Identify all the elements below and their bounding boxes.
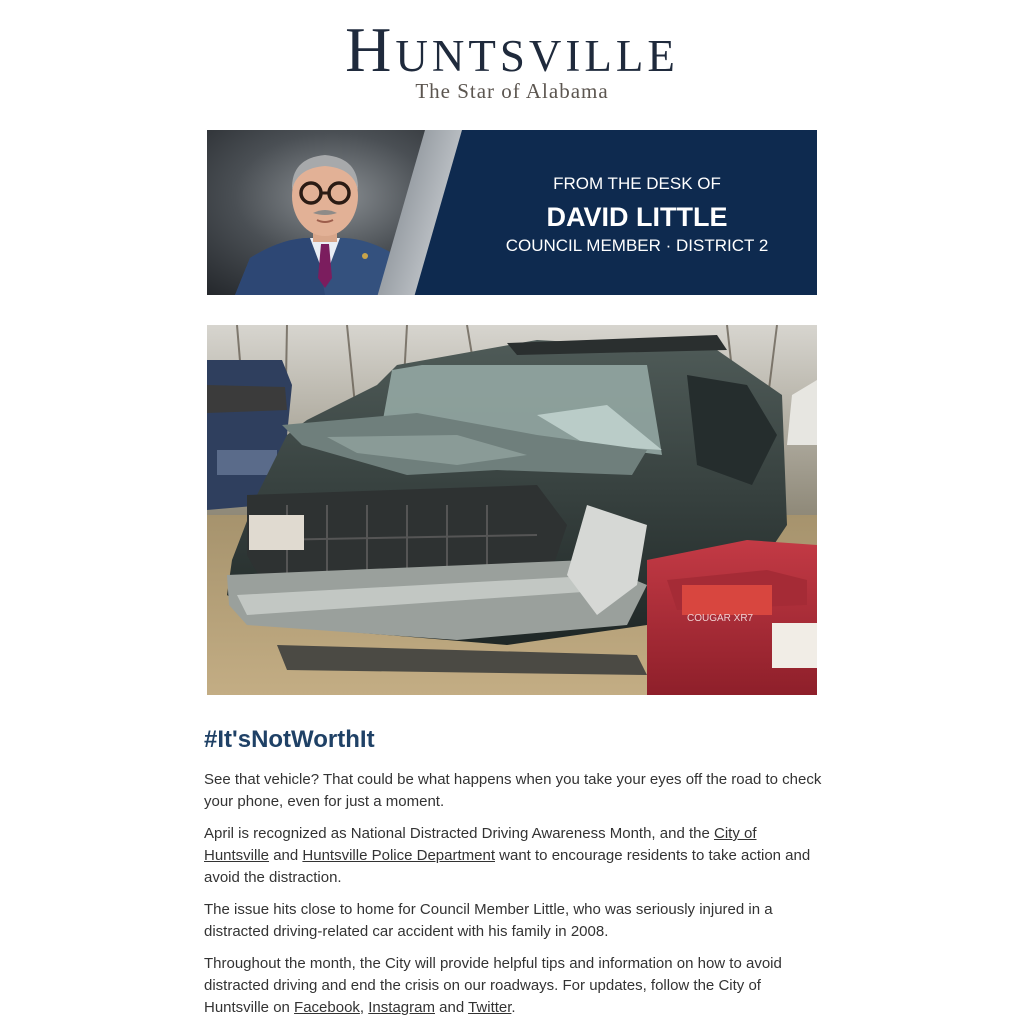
city-of-huntsville-link[interactable]: City of Huntsville [204,825,757,864]
huntsville-police-link[interactable]: Huntsville Police Department [302,847,495,864]
plate-text: COUGAR XR7 [687,613,754,624]
article-headline: #It'sNotWorthIt [204,726,375,753]
article-paragraph-4 [204,953,824,1019]
article-paragraph-1: See that vehicle? That could be what happens when you take your eyes off the road to check your phone, even for just a moment. [204,771,822,810]
logo-tagline: The Star of Alabama [415,79,609,103]
logo-title: Huntsville [345,14,679,85]
p2-text-mid: and [269,847,303,864]
article-paragraph-3: The issue hits close to home for Council Member Little, who was seriously injured in a distracted driving-related car accident with his family in 2008. [204,901,773,940]
banner-kicker: FROM THE DESK OF [553,174,721,193]
p4-sep-1: , [359,999,369,1016]
instagram-link[interactable]: Instagram [368,999,435,1016]
wrecked-vehicle-photo [207,325,817,695]
p2-text-after: want to encourage residents to take action and avoid the distraction. [204,847,811,886]
banner-name: DAVID LITTLE [546,202,728,232]
banner-role: COUNCIL MEMBER · DISTRICT 2 [505,236,769,255]
p4-sep-2: and [434,999,469,1016]
header-banner [207,130,817,295]
banner-text [487,130,787,295]
p4-text-before: Throughout the month, the City will provide helpful tips and information on how to avoid distracted driving and end the crisis on our roadways. For updates, follow the City of Huntsville on [204,955,782,1016]
p4-end: . [511,999,516,1016]
facebook-link[interactable]: Facebook [294,999,360,1016]
p2-text-before: April is recognized as National Distracted Driving Awareness Month, and the [204,825,714,842]
twitter-link[interactable]: Twitter [468,999,512,1016]
article-paragraph-2 [204,823,824,889]
